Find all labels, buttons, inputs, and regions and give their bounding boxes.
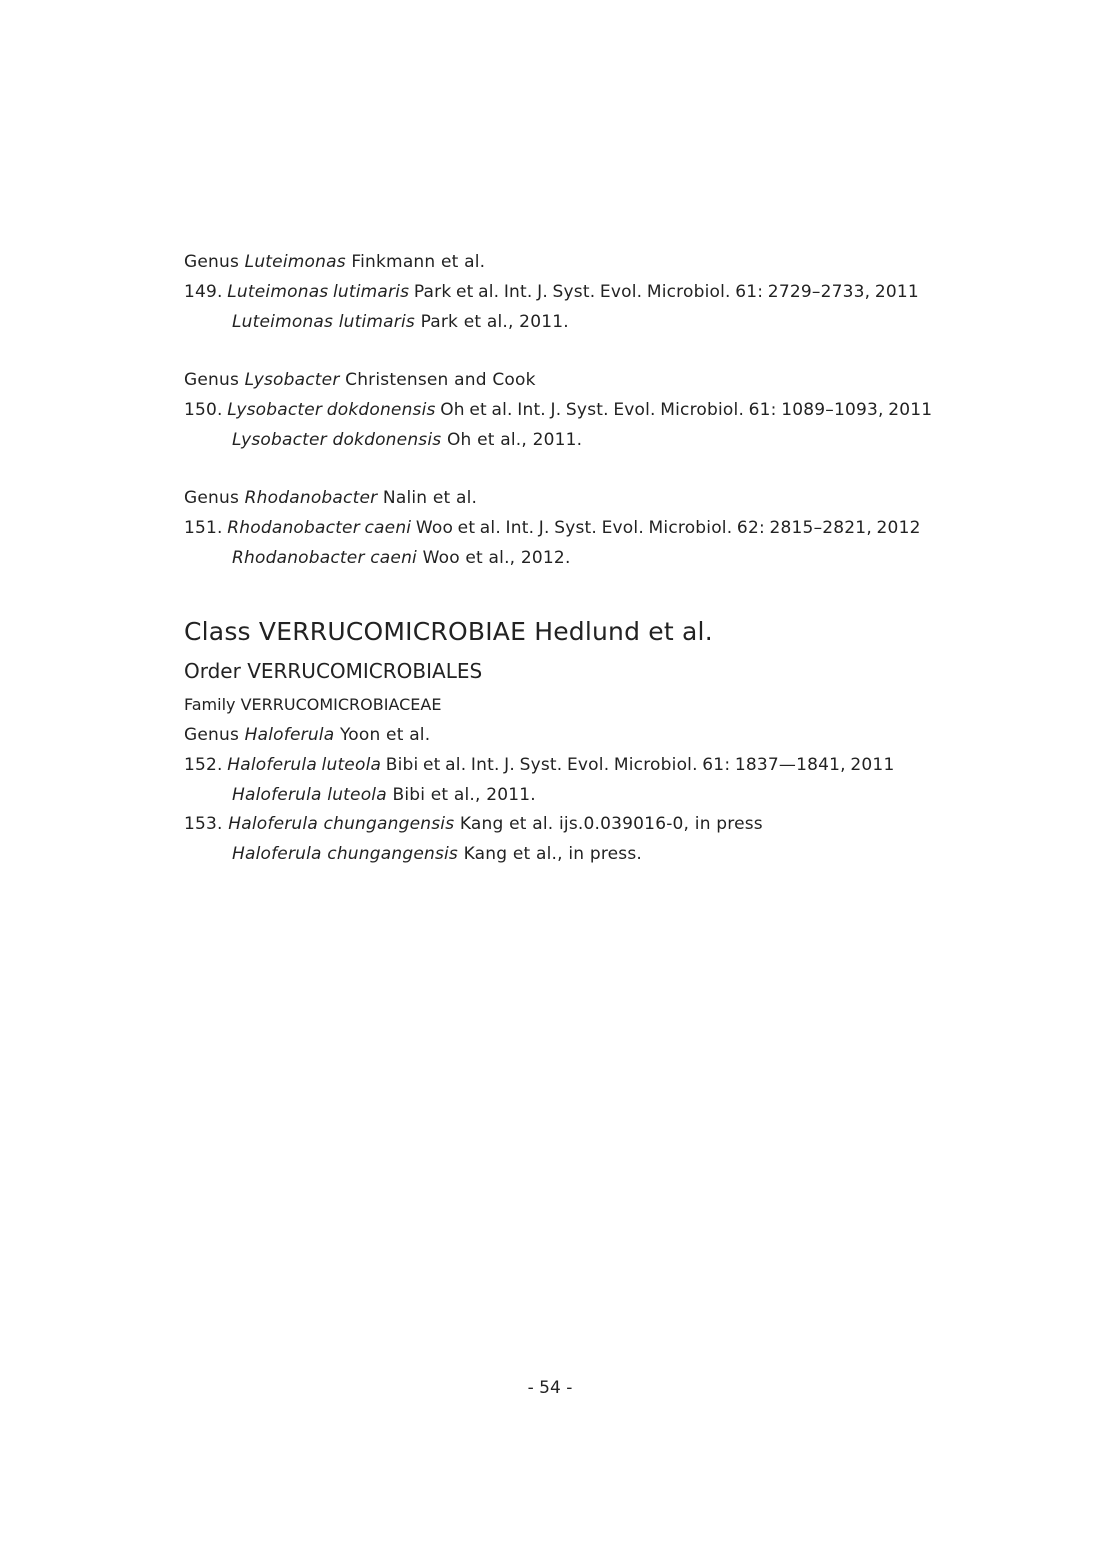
entry-number: 153.: [184, 814, 223, 834]
synonym-name: Lysobacter dokdonensis: [232, 430, 442, 450]
species-synonym: [232, 843, 642, 865]
genus-authority: Yoon et al.: [339, 725, 431, 745]
entry-number: 150.: [184, 400, 223, 420]
species-entry: [184, 281, 919, 303]
species-entry: [184, 399, 932, 421]
family-heading: Family VERRUCOMICROBIACEAE: [184, 695, 442, 714]
species-citation: Kang et al. ijs.0.039016-0, in press: [459, 814, 763, 834]
species-entry: [184, 813, 763, 835]
synonym-name: Luteimonas lutimaris: [232, 312, 415, 332]
genus-authority: Finkmann et al.: [351, 252, 486, 272]
genus-name: Luteimonas: [244, 252, 346, 272]
species-name: Haloferula luteola: [227, 755, 382, 775]
synonym-authority: Woo et al., 2012.: [422, 548, 571, 568]
entry-number: 149.: [184, 282, 223, 302]
species-name: Haloferula chungangensis: [228, 814, 455, 834]
synonym-authority: Oh et al., 2011.: [446, 430, 583, 450]
species-citation: Park et al. Int. J. Syst. Evol. Microbiol. 61: 2729–2733, 2011: [413, 282, 919, 302]
species-synonym: [232, 784, 536, 806]
species-synonym: [232, 311, 569, 333]
species-citation: Bibi et al. Int. J. Syst. Evol. Microbiol. 61: 1837—1841, 2011: [385, 755, 895, 775]
species-citation: Woo et al. Int. J. Syst. Evol. Microbiol. 62: 2815–2821, 2012: [415, 518, 921, 538]
genus-name: Haloferula: [244, 725, 335, 745]
genus-heading: [184, 369, 536, 391]
synonym-authority: Park et al., 2011.: [420, 312, 569, 332]
species-citation: Oh et al. Int. J. Syst. Evol. Microbiol. 61: 1089–1093, 2011: [440, 400, 933, 420]
genus-authority: Nalin et al.: [382, 488, 478, 508]
synonym-name: Haloferula chungangensis: [232, 844, 458, 864]
genus-heading: [184, 251, 485, 273]
synonym-name: Haloferula luteola: [232, 785, 387, 805]
genus-prefix: Genus: [184, 370, 240, 390]
page-number: - 54 -: [527, 1378, 573, 1398]
genus-heading: [184, 724, 430, 746]
species-entry: [184, 754, 894, 776]
species-name: Rhodanobacter caeni: [227, 518, 412, 538]
genus-prefix: Genus: [184, 488, 240, 508]
synonym-authority: Kang et al., in press.: [463, 844, 643, 864]
species-name: Lysobacter dokdonensis: [227, 400, 436, 420]
synonym-authority: Bibi et al., 2011.: [392, 785, 536, 805]
genus-prefix: Genus: [184, 725, 240, 745]
species-synonym: [232, 429, 582, 451]
genus-prefix: Genus: [184, 252, 240, 272]
species-entry: [184, 517, 921, 539]
entry-number: 152.: [184, 755, 223, 775]
genus-heading: [184, 487, 477, 509]
genus-authority: Christensen and Cook: [345, 370, 536, 390]
order-heading: Order VERRUCOMICROBIALES: [184, 659, 483, 683]
synonym-name: Rhodanobacter caeni: [232, 548, 417, 568]
genus-name: Lysobacter: [244, 370, 340, 390]
genus-name: Rhodanobacter: [244, 488, 378, 508]
class-heading: Class VERRUCOMICROBIAE Hedlund et al.: [184, 617, 713, 646]
species-synonym: [232, 547, 571, 569]
entry-number: 151.: [184, 518, 223, 538]
species-name: Luteimonas lutimaris: [227, 282, 410, 302]
